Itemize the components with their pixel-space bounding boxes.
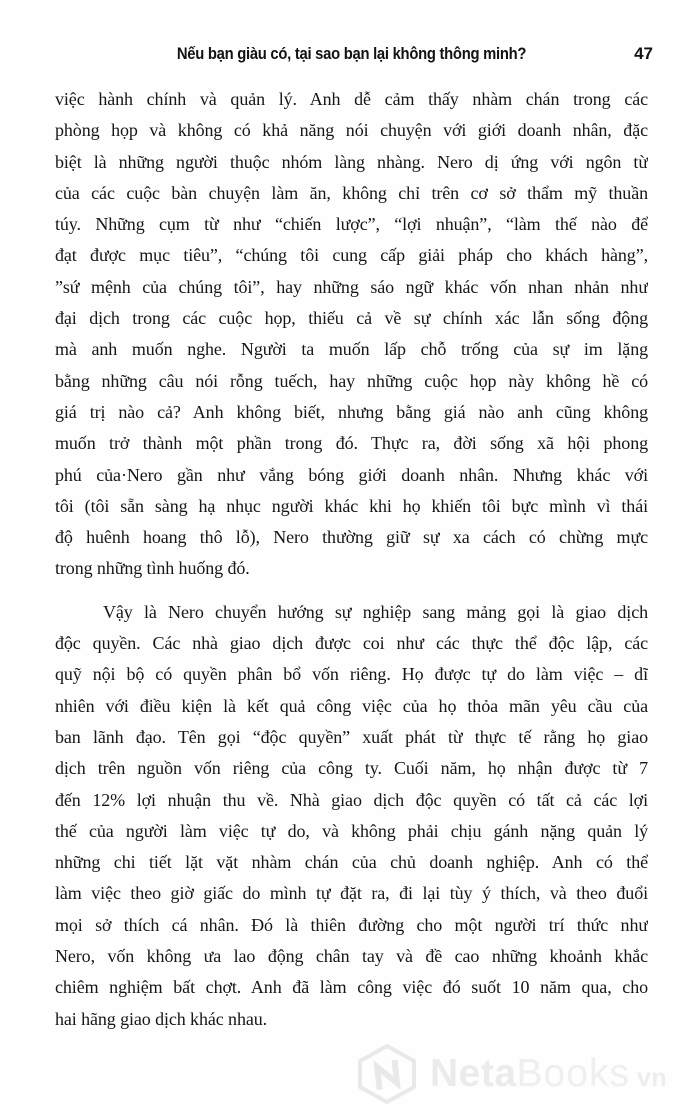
- text-line: nhiên với điều kiện là kết quả công việc của họ thỏa mãn yêu cầu của: [55, 695, 648, 716]
- text-line: chiêm nghiệm bất chợt. Anh đã làm công việc đó suốt 10 năm qua, cho: [55, 977, 648, 998]
- text-line: Nero, vốn không ưa lao động chân tay và đề cao những khoảnh khắc: [55, 946, 648, 967]
- watermark-brand-bold: Neta: [430, 1052, 517, 1095]
- text-line: dịch trên nguồn vốn riêng của công ty. Cuối năm, họ nhận được từ 7: [55, 758, 648, 779]
- watermark-text: [430, 1052, 667, 1096]
- text-line: túy. Những cụm từ như “chiến lược”, “lợi nhuận”, “làm thế nào để: [55, 214, 648, 235]
- text-line: những chi tiết lặt vặt nhàm chán của chủ doanh nghiệp. Anh có thể: [55, 852, 648, 873]
- text-line: bằng những câu nói rỗng tuếch, hay những cuộc họp này không hề có: [55, 370, 648, 391]
- text-line: việc hành chính và quản lý. Anh dễ cảm thấy nhàm chán trong các: [55, 89, 648, 109]
- text-line: phòng họp và không có khả năng nói chuyện với giới doanh nhân, đặc: [55, 120, 648, 141]
- text-line: ban lãnh đạo. Tên gọi “độc quyền” xuất phát từ thực tế rằng họ giao: [55, 726, 648, 747]
- text-line: đạt được mục tiêu”, “chúng tôi cung cấp giải pháp cho khách hàng”,: [55, 245, 648, 266]
- text-line: phú của·Nero gần như vắng bóng giới doanh nhân. Nhưng khác với: [55, 464, 648, 485]
- text-line: hai hãng giao dịch khác nhau.: [55, 1008, 268, 1029]
- running-title: Nếu bạn giàu có, tại sao bạn lại không thông minh?: [176, 44, 527, 63]
- text-line: biệt là những người thuộc nhóm làng nhàng. Nero dị ứng với ngôn từ: [55, 151, 648, 172]
- text-line: thế của người làm việc tự do, và không phải chịu gánh nặng quản lý: [55, 820, 648, 841]
- text-line: tôi (tôi sẵn sàng hạ nhục người khác khi họ khiến tôi bực mình vì thái: [55, 495, 648, 516]
- text-line: muốn trở thành một phần trong đó. Thực ra, đời sống xã hội phong: [55, 433, 648, 454]
- netabooks-watermark: [356, 1044, 667, 1104]
- page-body: [55, 84, 648, 1035]
- text-line: đến 12% lợi nhuận thu về. Nhà giao dịch độc quyền có tất cả các lợi: [55, 789, 648, 810]
- paragraph: [55, 84, 648, 585]
- page-number: 47: [634, 44, 653, 63]
- paragraph: [55, 597, 648, 1035]
- text-line: Vậy là Nero chuyển hướng sự nghiệp sang mảng gọi là giao dịch: [103, 601, 648, 622]
- text-line: đại dịch trong các cuộc họp, thiếu cả về sự chính xác lẫn sống động: [55, 308, 648, 329]
- text-line: mà anh muốn nghe. Người ta muốn lấp chỗ trống của sự im lặng: [55, 339, 648, 360]
- text-line: mọi sở thích cá nhân. Đó là thiên đường cho một người trí thức như: [55, 914, 648, 935]
- text-line: quỹ nội bộ có quyền phân bổ vốn riêng. Họ được tự do làm việc – dĩ: [55, 664, 648, 685]
- hexagon-n-icon: [356, 1044, 418, 1104]
- watermark-brand-light: Books: [516, 1052, 630, 1095]
- watermark-domain: vn: [636, 1064, 668, 1092]
- text-line: độc quyền. Các nhà giao dịch được coi như các thực thể độc lập, các: [55, 633, 648, 654]
- text-line: ”sứ mệnh của chúng tôi”, hay những sáo ngữ khác vốn nhan nhản như: [55, 276, 648, 297]
- page-header: [55, 44, 653, 70]
- text-line: làm việc theo giờ giấc do mình tự đặt ra, đi lại tùy ý thích, và theo đuổi: [55, 883, 648, 904]
- text-line: giá trị nào cả? Anh không biết, nhưng bằng giá nào anh cũng không: [55, 401, 648, 422]
- text-line: trong những tình huống đó.: [55, 558, 250, 579]
- text-line: của các cuộc bàn chuyện làm ăn, không chỉ trên cơ sở thẩm mỹ thuần: [55, 182, 648, 203]
- text-line: độ huênh hoang thô lỗ), Nero thường giữ sự xa cách có chừng mực: [55, 527, 648, 548]
